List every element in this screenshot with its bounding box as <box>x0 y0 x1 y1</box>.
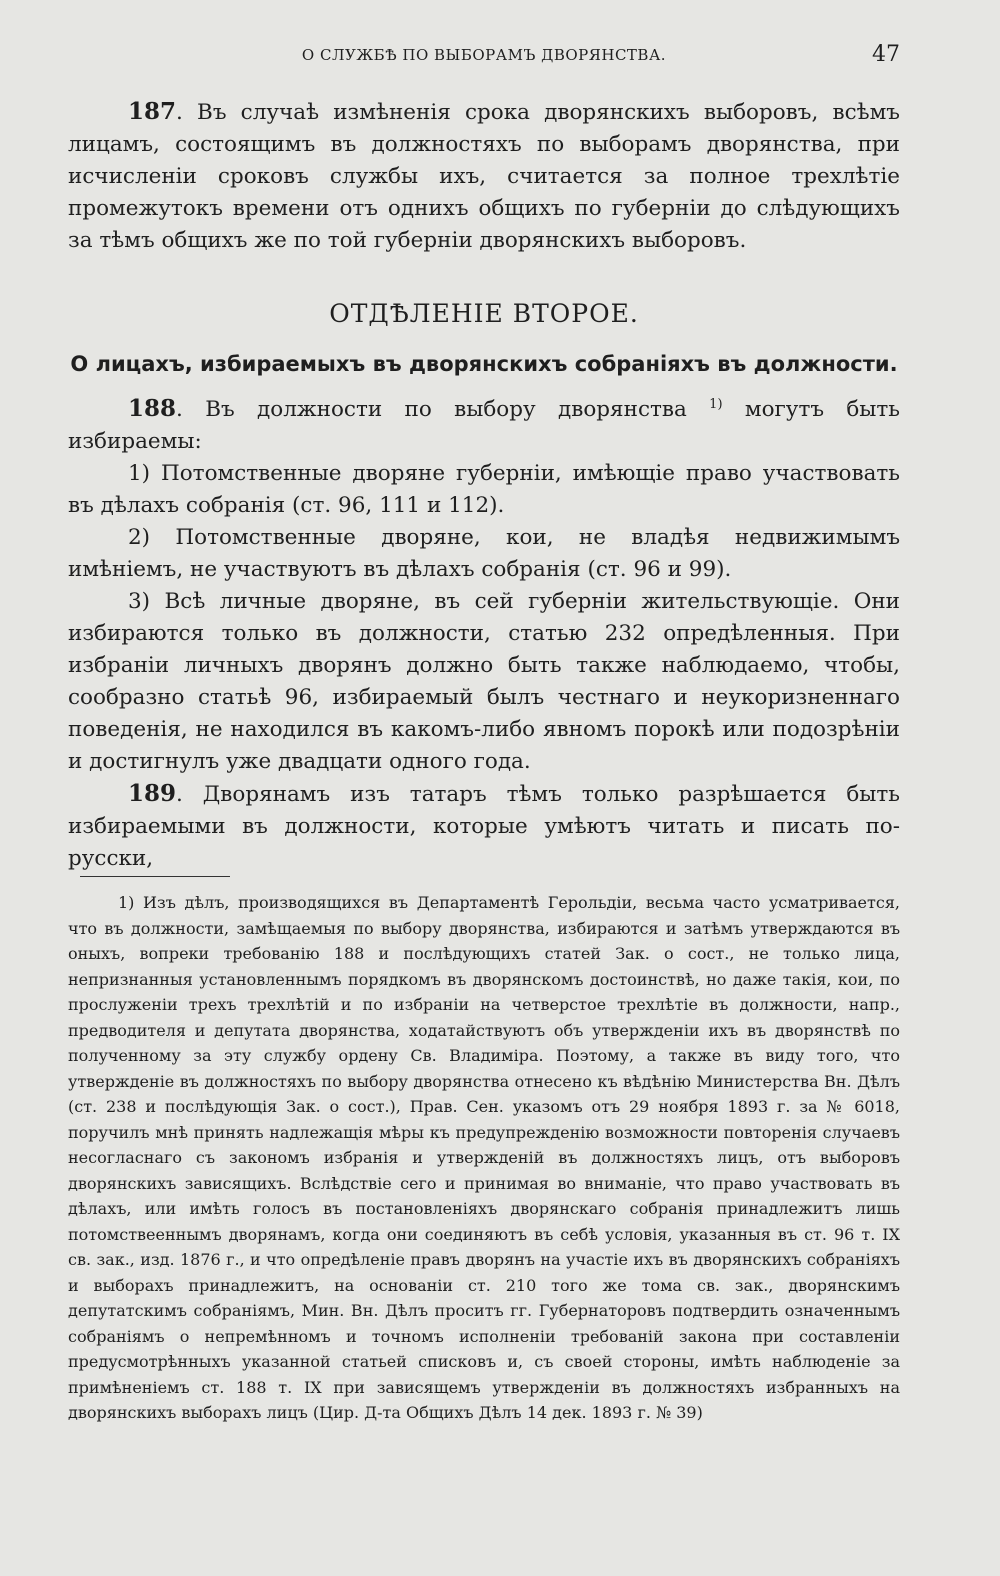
section-title: ОТДѢЛЕНІЕ ВТОРОЕ. <box>329 299 639 328</box>
running-head <box>68 42 900 72</box>
article-188 <box>68 393 900 458</box>
article-text: . Въ случаѣ измѣненія срока дворянскихъ выборовъ, всѣмъ лицамъ, состоящимъ въ должностяхъ по выборамъ дворянства, при исчисленіи сроковъ службы ихъ, считается за полное трехлѣтіе промежутокъ времени отъ однихъ общихъ по губерніи до слѣдующихъ за тѣмъ общихъ же по той губерніи дворянскихъ выборовъ. <box>68 100 900 253</box>
article-188-item-1: 1) Потомственные дворяне губерніи, имѣющіе право участвовать въ дѣлахъ собранія (ст. 96, 111 и 112). <box>68 461 900 518</box>
article-text-continued: могутъ быть избираемы: <box>68 397 901 454</box>
article-188-item-2: 2) Потомственные дворяне, кои, не владѣя недвижимымъ имѣніемъ, не участвуютъ въ дѣлахъ собранія (ст. 96 и 99). <box>68 525 900 582</box>
footnote-reference: 1) <box>709 396 723 412</box>
section-subtitle: О лицахъ, избираемыхъ въ дворянскихъ собраніяхъ въ должности. <box>70 352 898 376</box>
footnote <box>68 890 900 1426</box>
article-number: 187 <box>128 98 177 125</box>
article-number: 188 <box>128 395 177 422</box>
page-number: 47 <box>872 42 900 67</box>
article-188-item-3: 3) Всѣ личные дворяне, въ сей губерніи жительствующіе. Они избираются только въ должности, статью 232 опредѣленныя. При избраніи личныхъ дворянъ должно быть также наблюдаемо, чтобы, сообразно статьѣ 96, избираемый былъ честнаго и неукоризненнаго поведенія, не находился въ какомъ-либо явномъ порокѣ или подозрѣніи и достигнулъ уже двадцати одного года. <box>68 589 900 774</box>
running-title: О СЛУЖБѢ ПО ВЫБОРАМЪ ДВОРЯНСТВА. <box>301 46 667 64</box>
article-text: . Въ должности по выбору дворянства <box>176 397 687 422</box>
footnote-divider <box>80 876 230 877</box>
article-number: 189 <box>128 780 177 807</box>
footnote-text: 1) Изъ дѣлъ, производящихся въ Департаментѣ Герольдіи, весьма часто усматривается, что въ должности, замѣщаемыя по выбору дворянства, избираются и затѣмъ утверждаются въ оныхъ, вопреки требованію 188 и послѣдующихъ статей Зак. о сост., не только лица, непризнанныя установленнымъ порядкомъ въ дворянскомъ достоинствѣ, но даже такія, кои, по прослуженіи трехъ трехлѣтій и по избраніи на четверстое трехлѣтіе въ должности, напр., предводителя и депутата дворянства, ходатайствуютъ объ утвержденіи ихъ въ дворянствѣ по полученному за эту службу ордену Св. Владиміра. Поэтому, а также въ виду того, что утвержденіе въ должностяхъ по выбору дворянства отнесено къ вѣдѣнію Министерства Вн. Дѣлъ (ст. 238 и послѣдующія Зак. о сост.), Прав. Сен. указомъ отъ 29 ноября 1893 г. за № 6018, поручилъ мнѣ принять надлежащія мѣры къ предупрежденію возможности повторенія случаевъ несогласнаго съ закономъ избранія и утвержденій въ должностяхъ лицъ, отъ выборовъ дворянскихъ зависящихъ. Вслѣдствіе сего и принимая во вниманіе, что право участвовать въ дѣлахъ, или имѣть голосъ въ постановленіяхъ дворянскаго собранія принадлежитъ лишь потомствееннымъ дворянамъ, когда они соединяютъ въ себѣ условія, указанныя въ ст. 96 т. IX св. зак., изд. 1876 г., и что опредѣленіе правъ дворянъ на участіе ихъ въ дворянскихъ собраніяхъ и выборахъ принадлежитъ, на основаніи ст. 210 того же тома св. зак., дворянскимъ депутатскимъ собраніямъ, Мин. Вн. Дѣлъ проситъ гг. Губернаторовъ подтвердить означеннымъ собраніямъ о непремѣнномъ и точномъ исполненіи требованій закона при составленіи предусмотрѣнныхъ указанной статьей списковъ и, съ своей стороны, имѣть наблюденіе за примѣненіемъ ст. 188 т. IX при зависящемъ утвержденіи въ должностяхъ избранныхъ на дворянскихъ выборахъ лицъ (Цир. Д-та Общихъ Дѣлъ 14 дек. 1893 г. № 39) <box>68 893 900 1422</box>
article-189 <box>68 778 900 875</box>
main-text <box>68 96 900 875</box>
article-text: . Дворянамъ изъ татаръ тѣмъ только разрѣшается быть избираемыми въ должности, которые умѣютъ читать и писать по-русски, <box>68 782 900 871</box>
article-187 <box>68 96 900 257</box>
